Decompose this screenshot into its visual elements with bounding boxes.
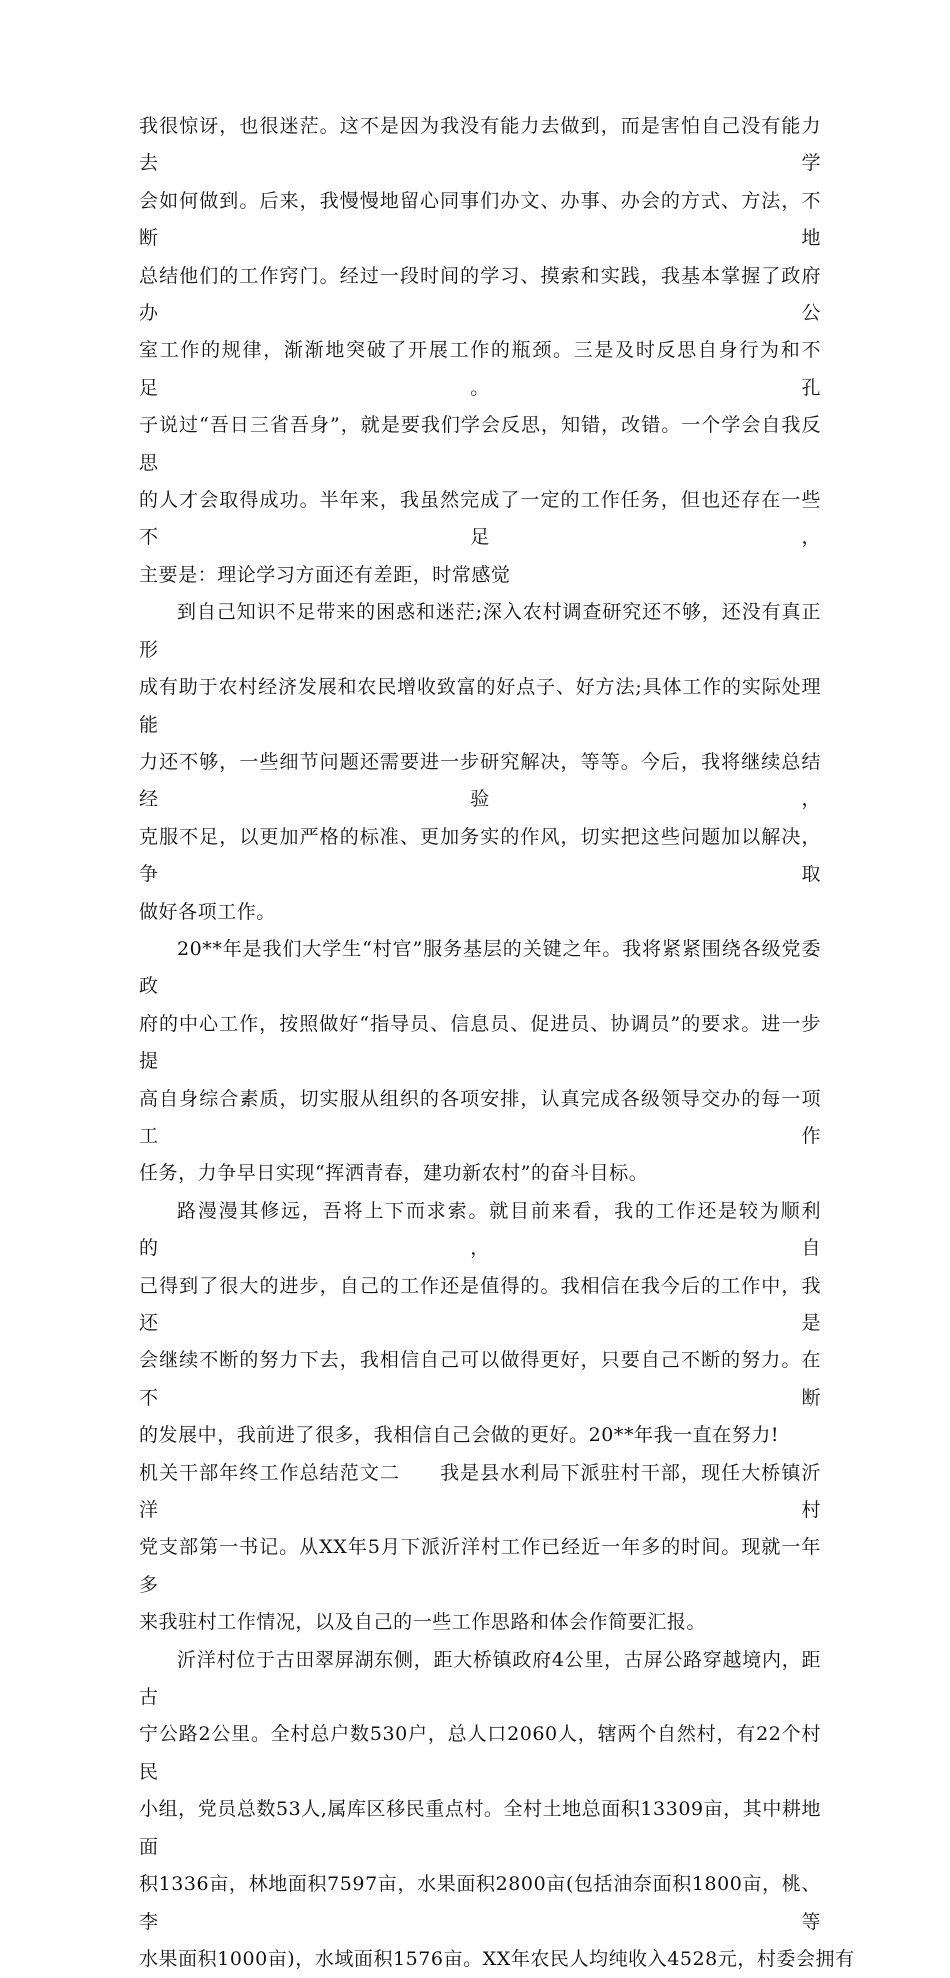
text-line: 积1336亩，林地面积7597亩，水果面积2800亩(包括油奈面积1800亩，桃、李等 xyxy=(139,1873,821,1933)
paragraph xyxy=(139,1455,821,1642)
text-line: 小组，党员总数53人,属库区移民重点村。全村土地总面积13309亩，其中耕地面 xyxy=(139,1798,821,1858)
text-line: 己得到了很大的进步，自己的工作还是值得的。我相信在我今后的工作中，我还是 xyxy=(139,1274,821,1334)
text-line: 沂洋村位于古田翠屏湖东侧，距大桥镇政府4公里，古屏公路穿越境内，距古 xyxy=(139,1648,821,1709)
text-line: 会继续不断的努力下去，我相信自己可以做得更好，只要自己不断的努力。在不断 xyxy=(139,1349,821,1409)
text-line: 来我驻村工作情况，以及自己的一些工作思路和体会作简要汇报。 xyxy=(139,1611,706,1634)
text-line: 克服不足，以更加严格的标准、更加务实的作风，切实把这些问题加以解决，争取 xyxy=(139,825,821,886)
text-line: 任务，力争早日实现“挥洒青春，建功新农村”的奋斗目标。 xyxy=(139,1162,649,1185)
text-line: 到自己知识不足带来的困惑和迷茫;深入农村调查研究还不够，还没有真正形 xyxy=(139,601,821,661)
text-line: 总结他们的工作窍门。经过一段时间的学习、摸索和实践，我基本掌握了政府办公 xyxy=(139,264,821,325)
paragraph xyxy=(139,594,821,931)
text-line: 高自身综合素质，切实服从组织的各项安排，认真完成各级领导交办的每一项工作 xyxy=(139,1087,821,1147)
document-body xyxy=(139,108,855,1978)
text-line: 水果面积1000亩)，水域面积1576亩。XX年农民人均纯收入4528元，村委会拥有 xyxy=(139,1947,855,1970)
paragraph xyxy=(139,108,821,594)
text-line: 20**年是我们大学生“村官”服务基层的关键之年。我将紧紧围绕各级党委政 xyxy=(139,937,821,998)
text-line: 宁公路2公里。全村总户数530户，总人口2060人，辖两个自然村，有22个村民 xyxy=(139,1723,821,1783)
text-line: 子说过“吾日三省吾身”，就是要我们学会反思，知错，改错。一个学会自我反思 xyxy=(139,414,821,474)
text-line: 的人才会取得成功。半年来，我虽然完成了一定的工作任务，但也还存在一些不足， xyxy=(139,489,821,549)
paragraph xyxy=(139,1193,821,1455)
text-line: 室工作的规律，渐渐地突破了开展工作的瓶颈。三是及时反思自身行为和不足。孔 xyxy=(139,339,821,399)
text-line: 会如何做到。后来，我慢慢地留心同事们办文、办事、办会的方式、方法，不断地 xyxy=(139,189,821,250)
text-line: 府的中心工作，按照做好“指导员、信息员、促进员、协调员”的要求。进一步提 xyxy=(139,1012,821,1073)
text-line: 的发展中，我前进了很多，我相信自己会做的更好。20**年我一直在努力! xyxy=(139,1424,780,1447)
text-line: 党支部第一书记。从XX年5月下派沂洋村工作已经近一年多的时间。现就一年多 xyxy=(139,1536,821,1596)
text-line: 主要是：理论学习方面还有差距，时常感觉 xyxy=(139,563,511,586)
text-line: 机关干部年终工作总结范文二 我是县水利局下派驻村干部，现任大桥镇沂洋村 xyxy=(139,1461,821,1522)
text-line: 成有助于农村经济发展和农民增收致富的好点子、好方法;具体工作的实际处理能 xyxy=(139,676,821,736)
paragraph xyxy=(139,1642,855,1978)
text-line: 路漫漫其修远，吾将上下而求索。就目前来看，我的工作还是较为顺利的，自 xyxy=(139,1199,821,1260)
paragraph xyxy=(139,931,821,1193)
text-line: 我很惊讶，也很迷茫。这不是因为我没有能力去做到，而是害怕自己没有能力去学 xyxy=(139,115,821,175)
text-line: 力还不够，一些细节问题还需要进一步研究解决，等等。今后，我将继续总结经验， xyxy=(139,750,821,811)
text-line: 做好各项工作。 xyxy=(139,900,276,923)
